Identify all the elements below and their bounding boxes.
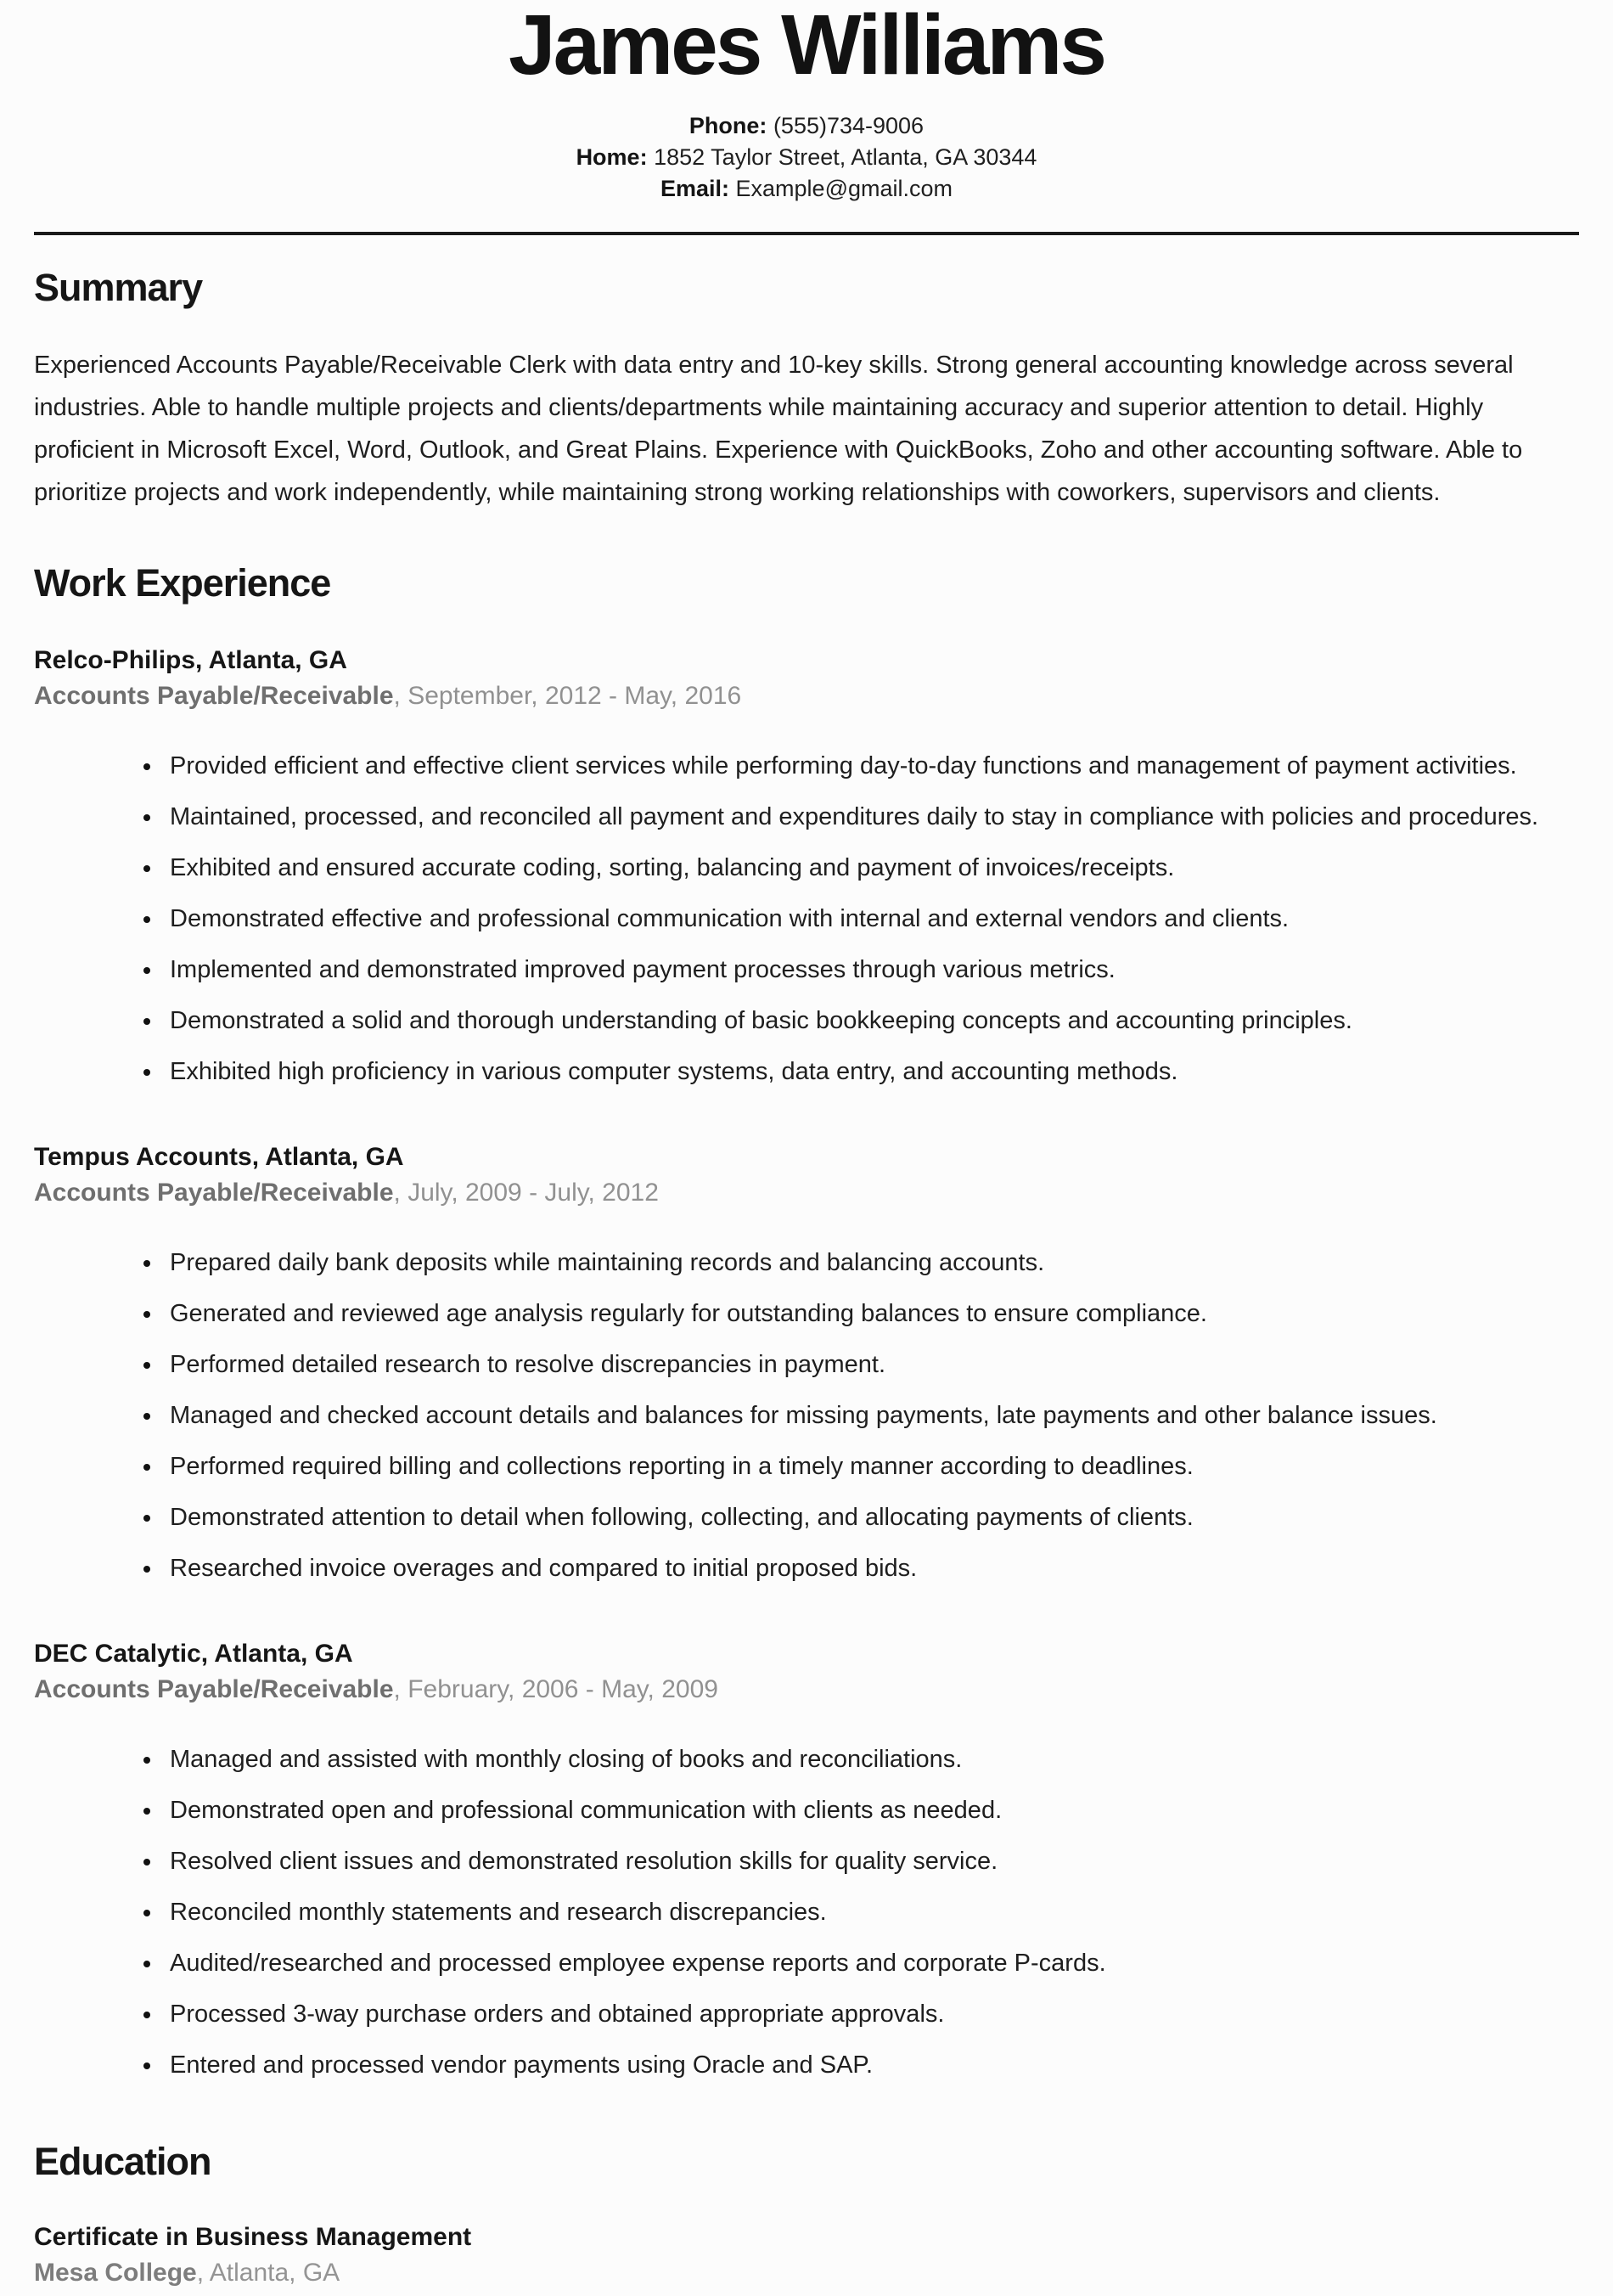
job-dates: , September, 2012 - May, 2016 xyxy=(393,682,742,710)
job-role: Accounts Payable/Receivable xyxy=(34,682,394,710)
contact-block xyxy=(34,110,1579,205)
duty-item: • Managed and checked account details and balances for missing payments, late payments and other balance issues. xyxy=(163,1396,1579,1436)
job-company: Tempus Accounts, Atlanta, GA xyxy=(34,1143,404,1171)
job-role-line xyxy=(34,1675,1579,1704)
job-duties-list xyxy=(34,746,1579,1092)
contact-email-line xyxy=(34,173,1579,205)
job-dates: , July, 2009 - July, 2012 xyxy=(393,1179,659,1207)
duty-item: • Maintained, processed, and reconciled all payment and expenditures daily to stay in compliance with policies and procedures. xyxy=(163,797,1579,837)
job-entry xyxy=(34,1143,1579,1589)
summary-section xyxy=(34,266,1579,514)
job-entry xyxy=(34,1640,1579,2085)
resume-header xyxy=(34,0,1579,235)
job-company: DEC Catalytic, Atlanta, GA xyxy=(34,1640,353,1668)
job-company: Relco-Philips, Atlanta, GA xyxy=(34,646,347,674)
duty-item: • Entered and processed vendor payments using Oracle and SAP. xyxy=(163,2046,1579,2085)
summary-heading: Summary xyxy=(34,266,203,309)
duty-item: • Managed and assisted with monthly closing of books and reconciliations. xyxy=(163,1740,1579,1780)
education-school: Mesa College xyxy=(34,2259,197,2287)
education-heading: Education xyxy=(34,2140,211,2183)
duty-item: • Demonstrated attention to detail when following, collecting, and allocating payments of clients. xyxy=(163,1498,1579,1538)
work-experience-section xyxy=(34,561,1579,2085)
duty-item: • Resolved client issues and demonstrated resolution skills for quality service. xyxy=(163,1842,1579,1882)
email-value: Example@gmail.com xyxy=(735,176,953,201)
phone-value: (555)734-9006 xyxy=(773,113,925,138)
job-role-line xyxy=(34,1179,1579,1207)
phone-label: Phone: xyxy=(688,113,767,138)
duty-item: • Demonstrated open and professional communication with clients as needed. xyxy=(163,1791,1579,1831)
education-school-location: , Atlanta, GA xyxy=(196,2259,340,2287)
duty-item: • Researched invoice overages and compared to initial proposed bids. xyxy=(163,1549,1579,1589)
duty-item: • Generated and reviewed age analysis regularly for outstanding balances to ensure compliance. xyxy=(163,1294,1579,1334)
education-section xyxy=(34,2140,1579,2288)
duty-item: • Reconciled monthly statements and research discrepancies. xyxy=(163,1893,1579,1933)
education-degree: Certificate in Business Management xyxy=(34,2223,472,2251)
duty-item: • Exhibited and ensured accurate coding, sorting, balancing and payment of invoices/receipts. xyxy=(163,848,1579,888)
duty-item: • Processed 3-way purchase orders and obtained appropriate approvals. xyxy=(163,1995,1579,2034)
candidate-name: James Williams xyxy=(509,0,1104,93)
home-label: Home: xyxy=(576,144,648,170)
duty-item: • Exhibited high proficiency in various computer systems, data entry, and accounting methods. xyxy=(163,1052,1579,1092)
duty-item: • Performed required billing and collections reporting in a timely manner according to deadlines. xyxy=(163,1447,1579,1487)
work-experience-heading: Work Experience xyxy=(34,561,331,605)
duty-item: • Provided efficient and effective client services while performing day-to-day functions and management of payment activities. xyxy=(163,746,1579,786)
duty-item: • Demonstrated a solid and thorough understanding of basic bookkeeping concepts and accounting principles. xyxy=(163,1001,1579,1041)
contact-phone-line xyxy=(34,110,1579,142)
job-dates: , February, 2006 - May, 2009 xyxy=(393,1675,718,1703)
header-divider xyxy=(34,232,1579,235)
education-school-line xyxy=(34,2259,1579,2288)
job-duties-list xyxy=(34,1740,1579,2085)
duty-item: • Prepared daily bank deposits while maintaining records and balancing accounts. xyxy=(163,1243,1579,1283)
contact-home-line xyxy=(34,142,1579,173)
job-role-line xyxy=(34,682,1579,711)
job-duties-list xyxy=(34,1243,1579,1589)
job-entry xyxy=(34,646,1579,1092)
duty-item: • Implemented and demonstrated improved payment processes through various metrics. xyxy=(163,950,1579,990)
home-value: 1852 Taylor Street, Atlanta, GA 30344 xyxy=(654,144,1037,170)
summary-paragraph: Experienced Accounts Payable/Receivable Clerk with data entry and 10-key skills. Strong general accounting knowledge across several industries. Able to handle multiple projects and clients/departments while maintaining accuracy and superior attention to detail. Highly proficient in Microsoft Excel, Word, Outlook, and Great Plains. Experience with QuickBooks, Zoho and other accounting software. Able to prioritize projects and work independently, while maintaining strong working relationships with coworkers, supervisors and clients. xyxy=(34,352,1523,506)
email-label: Email: xyxy=(660,176,729,201)
job-role: Accounts Payable/Receivable xyxy=(34,1675,394,1703)
duty-item: • Performed detailed research to resolve discrepancies in payment. xyxy=(163,1345,1579,1385)
duty-item: • Demonstrated effective and professional communication with internal and external vendors and clients. xyxy=(163,899,1579,939)
duty-item: • Audited/researched and processed employee expense reports and corporate P-cards. xyxy=(163,1944,1579,1984)
job-role: Accounts Payable/Receivable xyxy=(34,1179,394,1207)
